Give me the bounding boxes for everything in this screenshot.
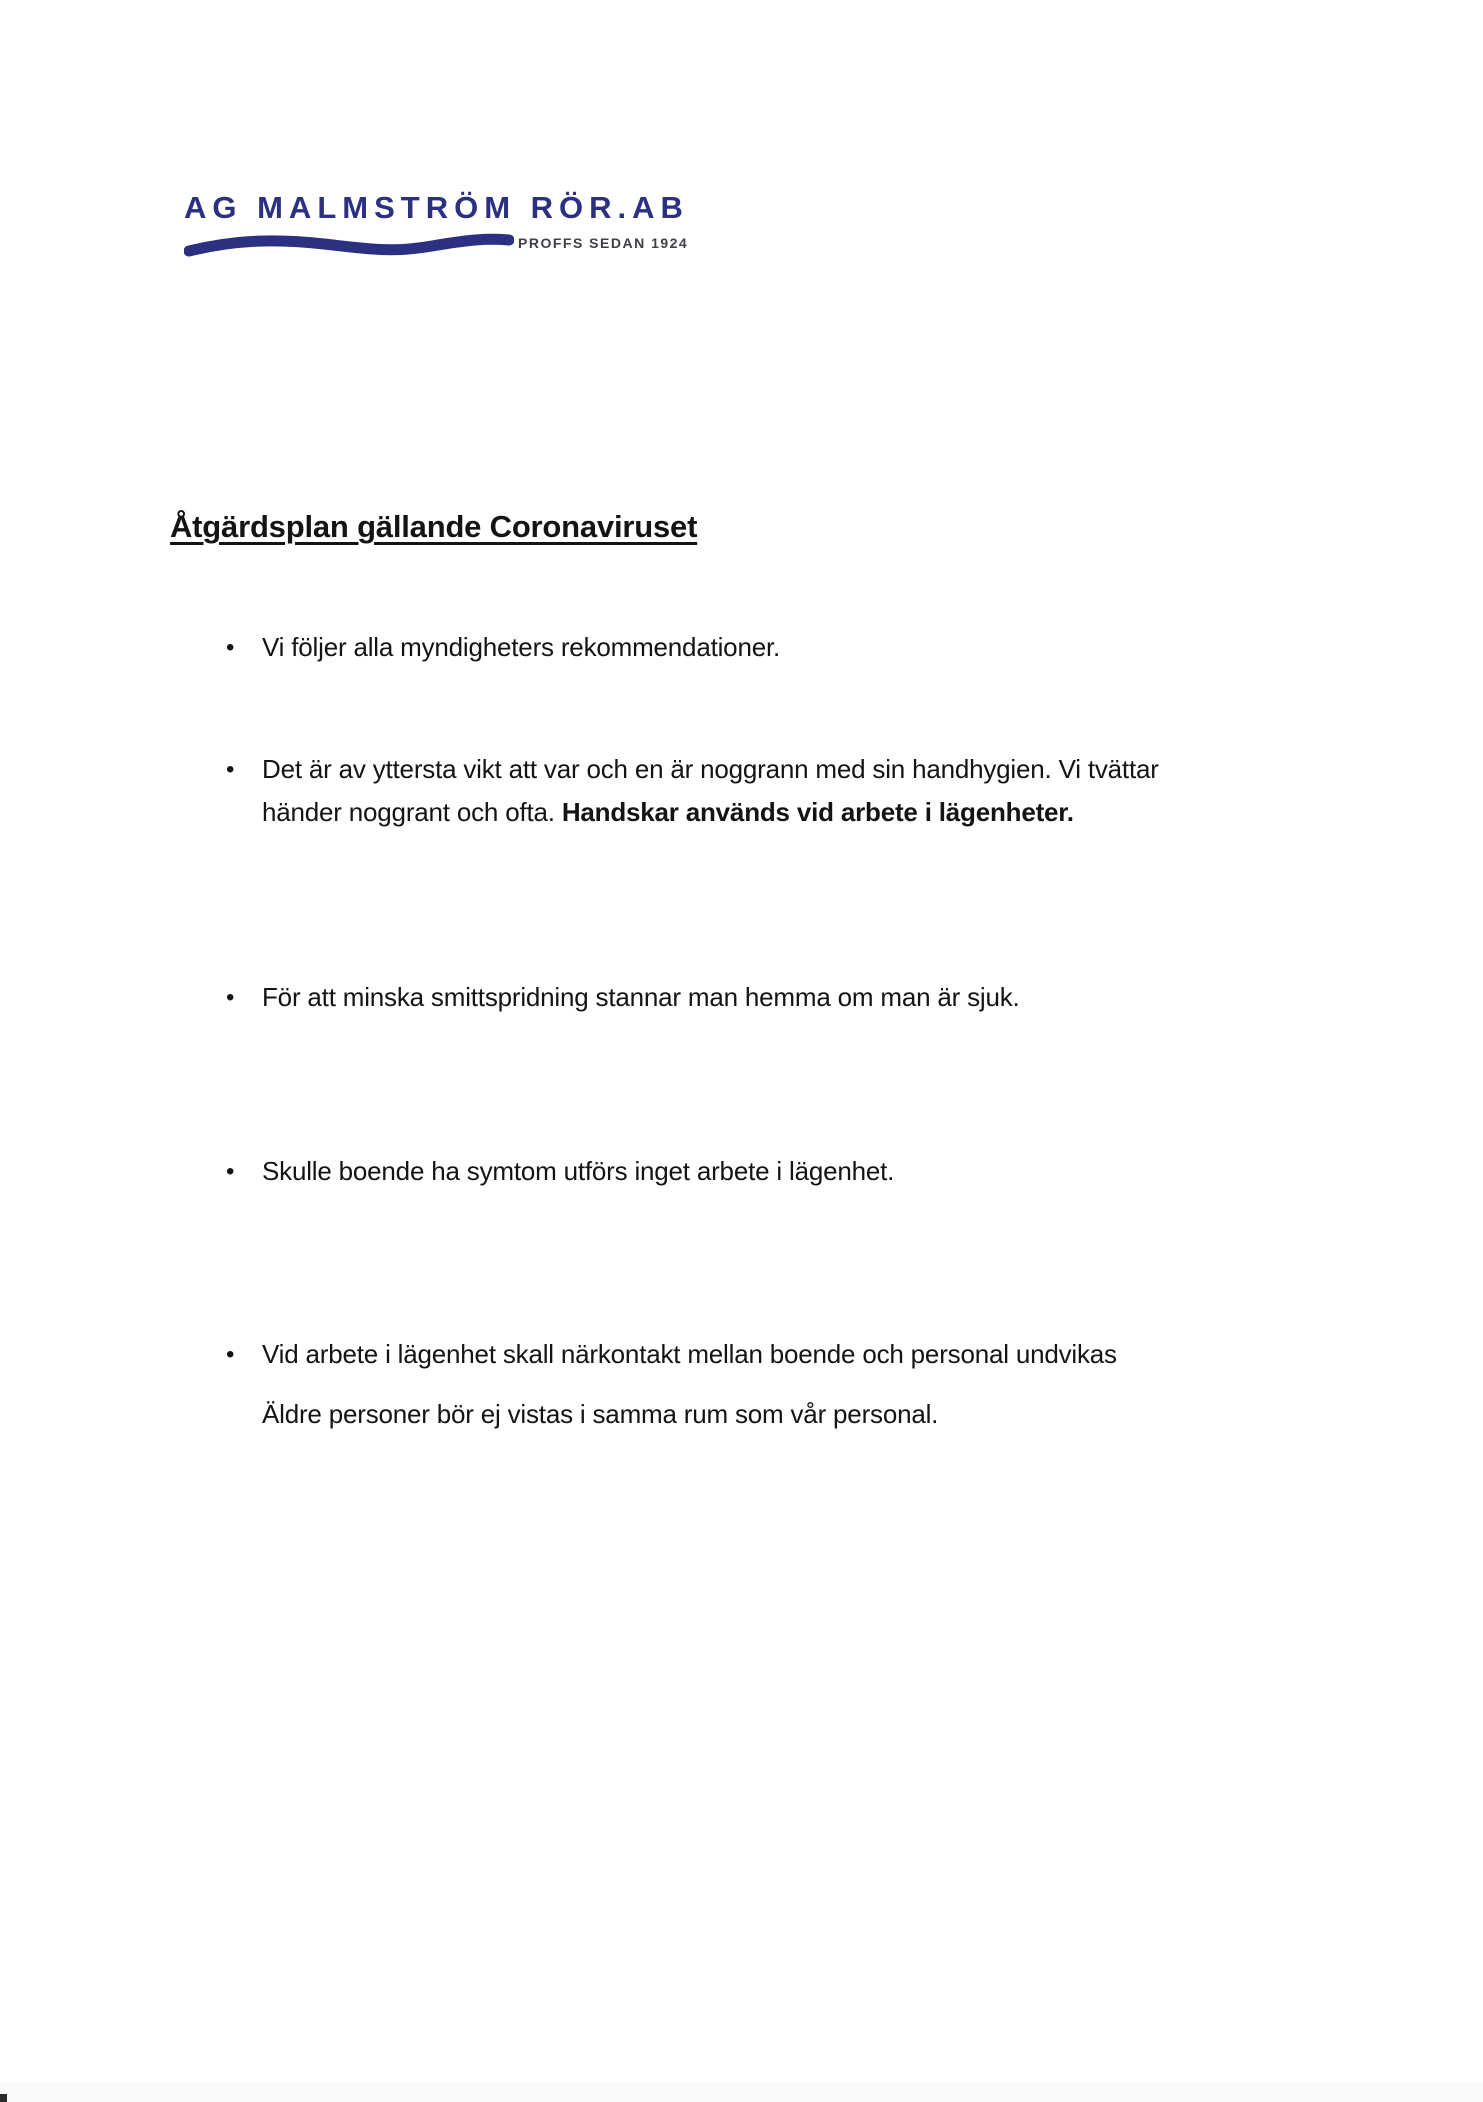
- page-title: Åtgärdsplan gällande Coronaviruset: [170, 509, 698, 544]
- bullet-item-3: [226, 976, 1020, 1019]
- bullet-item-5: [226, 1333, 1117, 1436]
- scan-artifact: [0, 2094, 7, 2102]
- bullet-text: Vid arbete i lägenhet skall närkontakt mellan boende och personal undvikas: [262, 1339, 1117, 1369]
- bullet-item-1: [226, 626, 780, 669]
- bullet-text: För att minska smittspridning stannar man hemma om man är sjuk.: [262, 982, 1020, 1012]
- logo-swoosh-icon: [184, 232, 514, 258]
- bullet-text: Skulle boende ha symtom utförs inget arbete i lägenhet.: [262, 1156, 895, 1186]
- company-logo: [184, 190, 689, 251]
- bullet-item-2: [226, 748, 1159, 834]
- bullet-marker: •: [226, 634, 235, 661]
- bullet-marker: •: [226, 756, 235, 783]
- bullet-text: händer noggrant och ofta.: [262, 797, 562, 827]
- logo-tagline: PROFFS SEDAN 1924: [518, 235, 689, 251]
- bullet-text: Vi följer alla myndigheters rekommendationer.: [262, 632, 781, 662]
- bullet-item-4: [226, 1150, 894, 1193]
- bullet-marker: •: [226, 1158, 235, 1185]
- bullet-text-bold: Handskar används vid arbete i lägenheter.: [561, 797, 1074, 827]
- bullet-marker: •: [226, 1341, 235, 1368]
- bullet-text: Äldre personer bör ej vistas i samma rum som vår personal.: [262, 1399, 939, 1429]
- page-edge-shadow: [0, 2082, 1483, 2102]
- bullet-text: Det är av yttersta vikt att var och en är noggrann med sin handhygien. Vi tvättar: [262, 754, 1159, 784]
- bullet-marker: •: [226, 984, 235, 1011]
- logo-wordmark: AG MALMSTRÖM RÖR.AB: [184, 190, 689, 225]
